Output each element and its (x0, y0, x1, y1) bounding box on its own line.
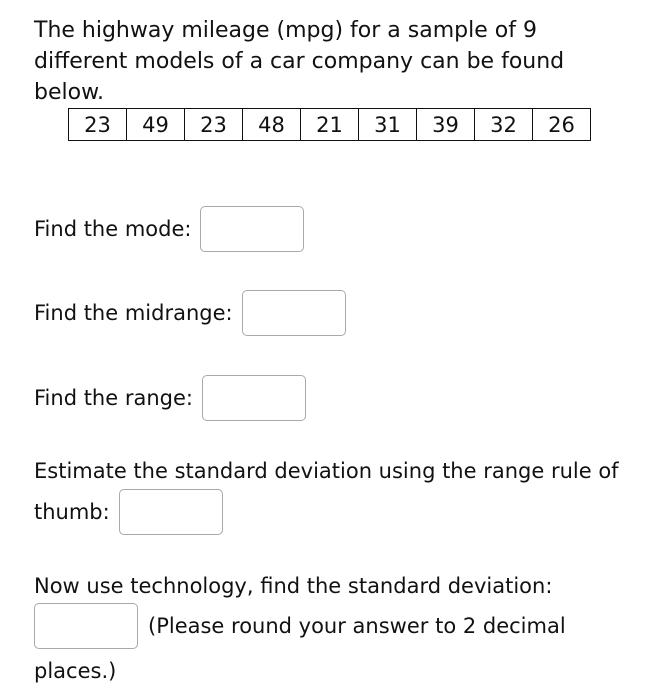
range-answer-input[interactable] (202, 375, 306, 421)
mode-answer-input[interactable] (200, 206, 304, 252)
rounding-instruction: (Please round your answer to 2 decimal (148, 614, 566, 638)
mode-label: Find the mode: (34, 217, 192, 241)
table-cell: 23 (185, 109, 243, 141)
table-cell: 32 (475, 109, 533, 141)
mileage-data-table (68, 108, 591, 141)
rounding-instruction-cont: places.) (34, 659, 117, 683)
midrange-label: Find the midrange: (34, 301, 233, 325)
table-row (69, 109, 591, 141)
sd-technology-question (34, 603, 566, 649)
problem-statement: The highway mileage (mpg) for a sample of 9 different models of a car company can be found below. (34, 18, 565, 105)
sd-estimate-label: Estimate the standard deviation using the range rule of (34, 459, 619, 483)
sd-technology-answer-input[interactable] (34, 603, 138, 649)
table-cell: 26 (533, 109, 591, 141)
table-cell: 23 (69, 109, 127, 141)
sd-estimate-label-cont: thumb: (34, 500, 110, 524)
range-question (34, 375, 306, 421)
table-cell: 49 (127, 109, 185, 141)
sd-technology-label: Now use technology, find the standard deviation: (34, 574, 553, 598)
range-label: Find the range: (34, 386, 193, 410)
mode-question (34, 206, 304, 252)
table-cell: 48 (243, 109, 301, 141)
midrange-answer-input[interactable] (242, 290, 346, 336)
table-cell: 31 (359, 109, 417, 141)
sd-estimate-question (34, 489, 223, 535)
table-cell: 21 (301, 109, 359, 141)
midrange-question (34, 290, 346, 336)
table-cell: 39 (417, 109, 475, 141)
sd-estimate-answer-input[interactable] (119, 489, 223, 535)
